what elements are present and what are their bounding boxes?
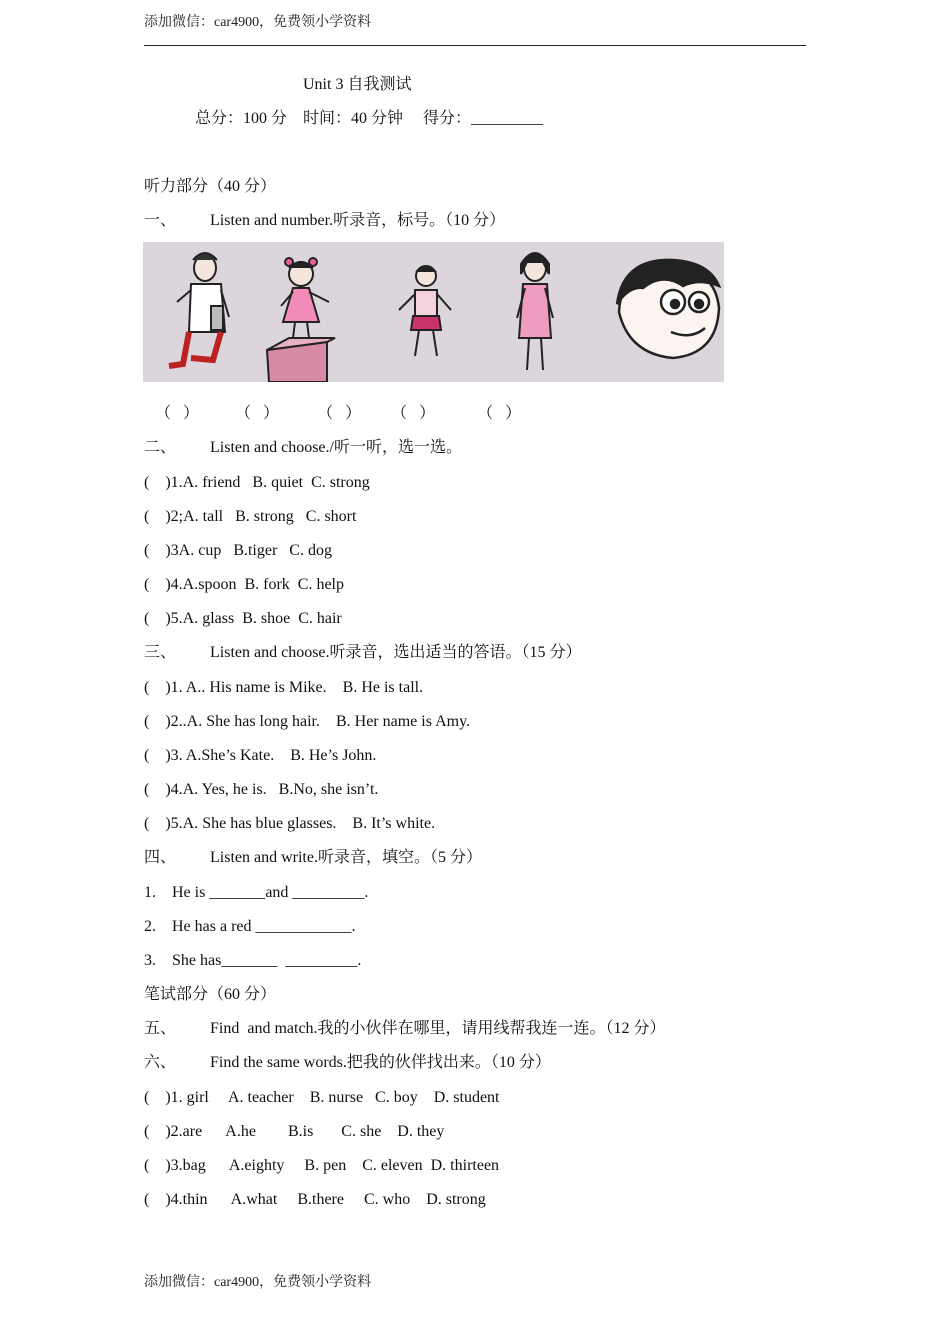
fill-blank-item: 1. He is _______and _________.	[144, 884, 369, 901]
question-item: ( )5.A. glass B. shoe C. hair	[144, 610, 342, 627]
footer-note: 添加微信：car4900，免费领小学资料	[144, 1275, 372, 1290]
page-title: Unit 3 自我测试	[303, 76, 412, 93]
section-5-heading: 五、 Find and match.我的小伙伴在哪里，请用线帮我连一连。（12 分）	[144, 1020, 666, 1037]
question-item: ( )3A. cup B.tiger C. dog	[144, 542, 332, 559]
header-note: 添加微信：car4900，免费领小学资料	[144, 15, 372, 30]
question-item: ( )1. A.. His name is Mike. B. He is tall.	[144, 679, 424, 696]
question-item: ( )2;A. tall B. strong C. short	[144, 508, 357, 525]
section-4-heading: 四、 Listen and write.听录音，填空。（5 分）	[144, 849, 482, 866]
question-item: ( )2.are A.he B.is C. she D. they	[144, 1123, 445, 1140]
listening-heading: 听力部分（40 分）	[144, 178, 277, 195]
fill-blank-item: 2. He has a red ____________.	[144, 918, 356, 935]
section-2-heading: 二、 Listen and choose./听一听，选一选。	[144, 439, 462, 456]
question-item: ( )5.A. She has blue glasses. B. It’s white.	[144, 815, 436, 832]
section-1-heading: 一、 Listen and number.听录音，标号。（10 分）	[144, 212, 506, 229]
fill-blank-item: 3. She has_______ _________.	[144, 952, 362, 969]
question-item: ( )4.A. Yes, he is. B.No, she isn’t.	[144, 781, 379, 798]
header-rule	[144, 45, 806, 46]
score-line: 总分：100 分 时间：40 分钟 得分：_________	[195, 110, 544, 127]
section-6-heading: 六、 Find the same words.把我的伙伴找出来。（10 分）	[144, 1054, 551, 1071]
number-blanks: （ ） （ ） （ ） （ ） （ ）	[155, 405, 522, 422]
writing-heading: 笔试部分（60 分）	[144, 986, 277, 1003]
question-item: ( )3.bag A.eighty B. pen C. eleven D. thirteen	[144, 1157, 500, 1174]
question-item: ( )3. A.She’s Kate. B. He’s John.	[144, 747, 377, 764]
question-item: ( )1.A. friend B. quiet C. strong	[144, 474, 370, 491]
question-item: ( )2..A. She has long hair. B. Her name is Amy.	[144, 713, 471, 730]
people-illustration	[143, 242, 724, 382]
section-3-heading: 三、 Listen and choose.听录音，选出适当的答语。（15 分）	[144, 644, 582, 661]
question-item: ( )4.A.spoon B. fork C. help	[144, 576, 344, 593]
question-item: ( )1. girl A. teacher B. nurse C. boy D. student	[144, 1089, 500, 1106]
question-item: ( )4.thin A.what B.there C. who D. strong	[144, 1191, 486, 1208]
